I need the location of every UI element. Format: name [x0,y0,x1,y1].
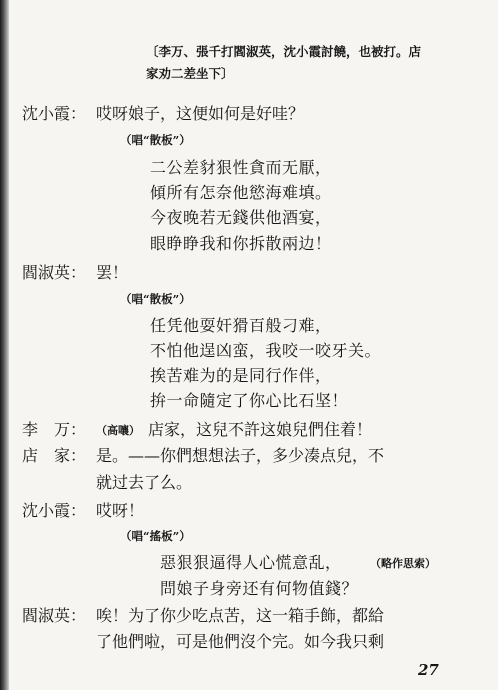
verse-line: 問娘子身旁还有何物值錢？ [160,579,359,598]
tune-indicator: （唱“搖板”） [120,529,191,543]
speaker-label: 李 万： [22,420,87,439]
page-number: 27 [418,661,439,679]
speaker-label: 閻淑英： [22,263,87,282]
dialogue-text: 就过去了么。 [96,473,193,492]
verse-line: 傾所有怎奈他慾海难填。 [150,183,332,202]
stage-direction: 〔李万、張千打閻淑英，沈小霞討饒，也被打。店 [146,44,422,59]
verse-line: 眼睁睁我和你拆散兩边！ [150,234,332,253]
dialogue-text: 唉！为了你少吃点苦，这一箱手飾，都給 [96,606,385,625]
speaker-label: 閻淑英： [22,606,87,625]
speaker-label: 店 家： [22,446,87,465]
dialogue-text: 哎呀！ [96,501,145,520]
speaker-label: 沈小霞： [22,104,87,123]
verse-line: 二公差豺狠性貪而无厭， [150,158,332,177]
stage-aside: （略作思索） [370,557,436,570]
stage-aside: （高嚷） [96,424,140,437]
stage-direction: 家劝二差坐下〕 [146,66,234,81]
dialogue-text: 罢！ [96,263,129,282]
verse-line: 拚一命隨定了你心比石坚！ [150,391,349,410]
dialogue-text: 是。——你們想想法子，多少凑点兒，不 [96,446,385,465]
binding-shadow [0,0,9,690]
tune-indicator: （唱“散板”） [120,133,191,147]
verse-line: 惡狠狠逼得人心慌意乱， [160,553,342,572]
verse-line: 任凭他耍奸猾百般刁难， [150,316,332,335]
speaker-label: 沈小霞： [22,501,87,520]
verse-line: 不怕他逞凶蛮，我咬一咬牙关。 [150,341,382,360]
verse-line: 挨苦难为的是同行作伴， [150,366,332,385]
verse-line: 今夜晚若无錢供他酒宴， [150,208,332,227]
dialogue-text: 哎呀娘子，这便如何是好哇？ [96,104,305,123]
dialogue-text: 店家，这兒不許这娘兒們住着！ [148,420,373,439]
tune-indicator: （唱“散板”） [120,292,191,306]
dialogue-text: 了他們啦，可是他們沒个完。如今我只剩 [96,632,385,651]
